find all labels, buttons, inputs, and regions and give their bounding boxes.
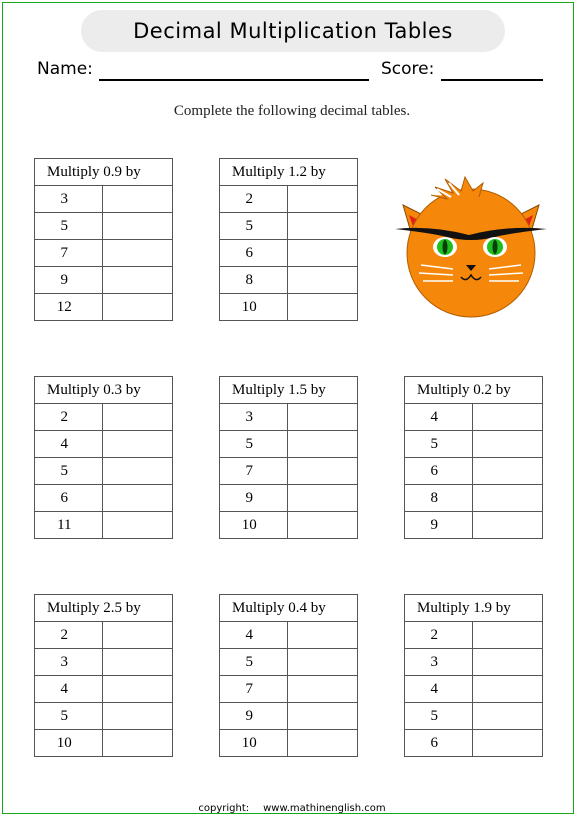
answer-cell[interactable] — [287, 267, 357, 294]
answer-cell[interactable] — [102, 240, 172, 267]
answer-cell[interactable] — [102, 485, 172, 512]
page-title: Decimal Multiplication Tables — [133, 19, 453, 43]
multiplier-cell: 8 — [220, 267, 288, 294]
answer-cell[interactable] — [102, 213, 172, 240]
multiplier-cell: 7 — [220, 676, 288, 703]
answer-cell[interactable] — [472, 512, 542, 539]
multiplier-cell: 6 — [405, 730, 473, 757]
table-header: Multiply 0.9 by — [35, 159, 173, 186]
answer-cell[interactable] — [287, 213, 357, 240]
multiply-table — [34, 376, 173, 539]
multiplier-cell: 9 — [35, 267, 103, 294]
multiplier-cell: 9 — [220, 485, 288, 512]
multiplier-cell: 3 — [35, 186, 103, 213]
multiplier-cell: 5 — [220, 213, 288, 240]
answer-cell[interactable] — [287, 458, 357, 485]
multiply-table — [404, 376, 543, 539]
multiplier-cell: 7 — [220, 458, 288, 485]
title-banner — [81, 10, 505, 52]
answer-cell[interactable] — [287, 404, 357, 431]
answer-cell[interactable] — [287, 649, 357, 676]
answer-cell[interactable] — [102, 676, 172, 703]
answer-cell[interactable] — [472, 431, 542, 458]
multiplier-cell: 4 — [220, 622, 288, 649]
multiplier-cell: 4 — [405, 404, 473, 431]
multiplier-cell: 5 — [35, 213, 103, 240]
multiplier-cell: 8 — [405, 485, 473, 512]
answer-cell[interactable] — [287, 512, 357, 539]
copyright-label: copyright: — [198, 803, 250, 814]
answer-cell[interactable] — [472, 485, 542, 512]
answer-cell[interactable] — [472, 458, 542, 485]
table-header: Multiply 0.4 by — [220, 595, 358, 622]
multiplier-cell: 11 — [35, 512, 103, 539]
multiplier-cell: 4 — [35, 431, 103, 458]
answer-cell[interactable] — [287, 186, 357, 213]
name-score-row — [37, 59, 557, 83]
name-field-line[interactable] — [99, 79, 369, 81]
multiplier-cell: 6 — [405, 458, 473, 485]
multiplier-cell: 6 — [35, 485, 103, 512]
answer-cell[interactable] — [287, 622, 357, 649]
multiplier-cell: 5 — [35, 458, 103, 485]
instructions-text: Complete the following decimal tables. — [173, 103, 411, 119]
multiplier-cell: 4 — [405, 676, 473, 703]
answer-cell[interactable] — [287, 240, 357, 267]
table-header: Multiply 0.3 by — [35, 377, 173, 404]
multiplier-cell: 10 — [35, 730, 103, 757]
multiply-table — [219, 376, 358, 539]
answer-cell[interactable] — [287, 294, 357, 321]
score-field-line[interactable] — [441, 79, 543, 81]
multiplier-cell: 5 — [220, 431, 288, 458]
multiplier-cell: 12 — [35, 294, 103, 321]
multiplier-cell: 6 — [220, 240, 288, 267]
table-header: Multiply 1.9 by — [405, 595, 543, 622]
answer-cell[interactable] — [102, 458, 172, 485]
multiplier-cell: 2 — [405, 622, 473, 649]
answer-cell[interactable] — [102, 730, 172, 757]
cat-face-icon — [391, 173, 551, 323]
answer-cell[interactable] — [102, 431, 172, 458]
answer-cell[interactable] — [287, 431, 357, 458]
answer-cell[interactable] — [102, 622, 172, 649]
table-header: Multiply 1.2 by — [220, 159, 358, 186]
table-header: Multiply 1.5 by — [220, 377, 358, 404]
answer-cell[interactable] — [102, 267, 172, 294]
multiplier-cell: 2 — [35, 622, 103, 649]
answer-cell[interactable] — [287, 676, 357, 703]
answer-cell[interactable] — [102, 512, 172, 539]
name-label: Name: — [37, 59, 93, 79]
website-link[interactable]: www.mathinenglish.com — [263, 803, 386, 814]
answer-cell[interactable] — [472, 730, 542, 757]
multiply-table — [219, 158, 358, 321]
answer-cell[interactable] — [287, 730, 357, 757]
answer-cell[interactable] — [472, 404, 542, 431]
multiplier-cell: 3 — [35, 649, 103, 676]
multiplier-cell: 10 — [220, 730, 288, 757]
multiplier-cell: 5 — [405, 431, 473, 458]
answer-cell[interactable] — [102, 703, 172, 730]
multiplier-cell: 5 — [405, 703, 473, 730]
answer-cell[interactable] — [287, 485, 357, 512]
answer-cell[interactable] — [472, 622, 542, 649]
multiplier-cell: 4 — [35, 676, 103, 703]
table-header: Multiply 2.5 by — [35, 595, 173, 622]
multiplier-cell: 10 — [220, 294, 288, 321]
multiplier-cell: 9 — [220, 703, 288, 730]
multiplier-cell: 10 — [220, 512, 288, 539]
answer-cell[interactable] — [102, 649, 172, 676]
multiply-table — [34, 158, 173, 321]
table-header: Multiply 0.2 by — [405, 377, 543, 404]
answer-cell[interactable] — [472, 703, 542, 730]
footer — [3, 803, 578, 814]
answer-cell[interactable] — [102, 186, 172, 213]
multiplier-cell: 3 — [405, 649, 473, 676]
multiplier-cell: 7 — [35, 240, 103, 267]
multiply-table — [219, 594, 358, 757]
multiply-table — [34, 594, 173, 757]
multiplier-cell: 3 — [220, 404, 288, 431]
worksheet-page — [2, 2, 574, 814]
multiply-table — [404, 594, 543, 757]
answer-cell[interactable] — [102, 404, 172, 431]
multiplier-cell: 2 — [35, 404, 103, 431]
answer-cell[interactable] — [287, 703, 357, 730]
answer-cell[interactable] — [102, 294, 172, 321]
multiplier-cell: 5 — [35, 703, 103, 730]
score-label: Score: — [381, 59, 435, 79]
answer-cell[interactable] — [472, 649, 542, 676]
answer-cell[interactable] — [472, 676, 542, 703]
multiplier-cell: 9 — [405, 512, 473, 539]
multiplier-cell: 2 — [220, 186, 288, 213]
multiplier-cell: 5 — [220, 649, 288, 676]
